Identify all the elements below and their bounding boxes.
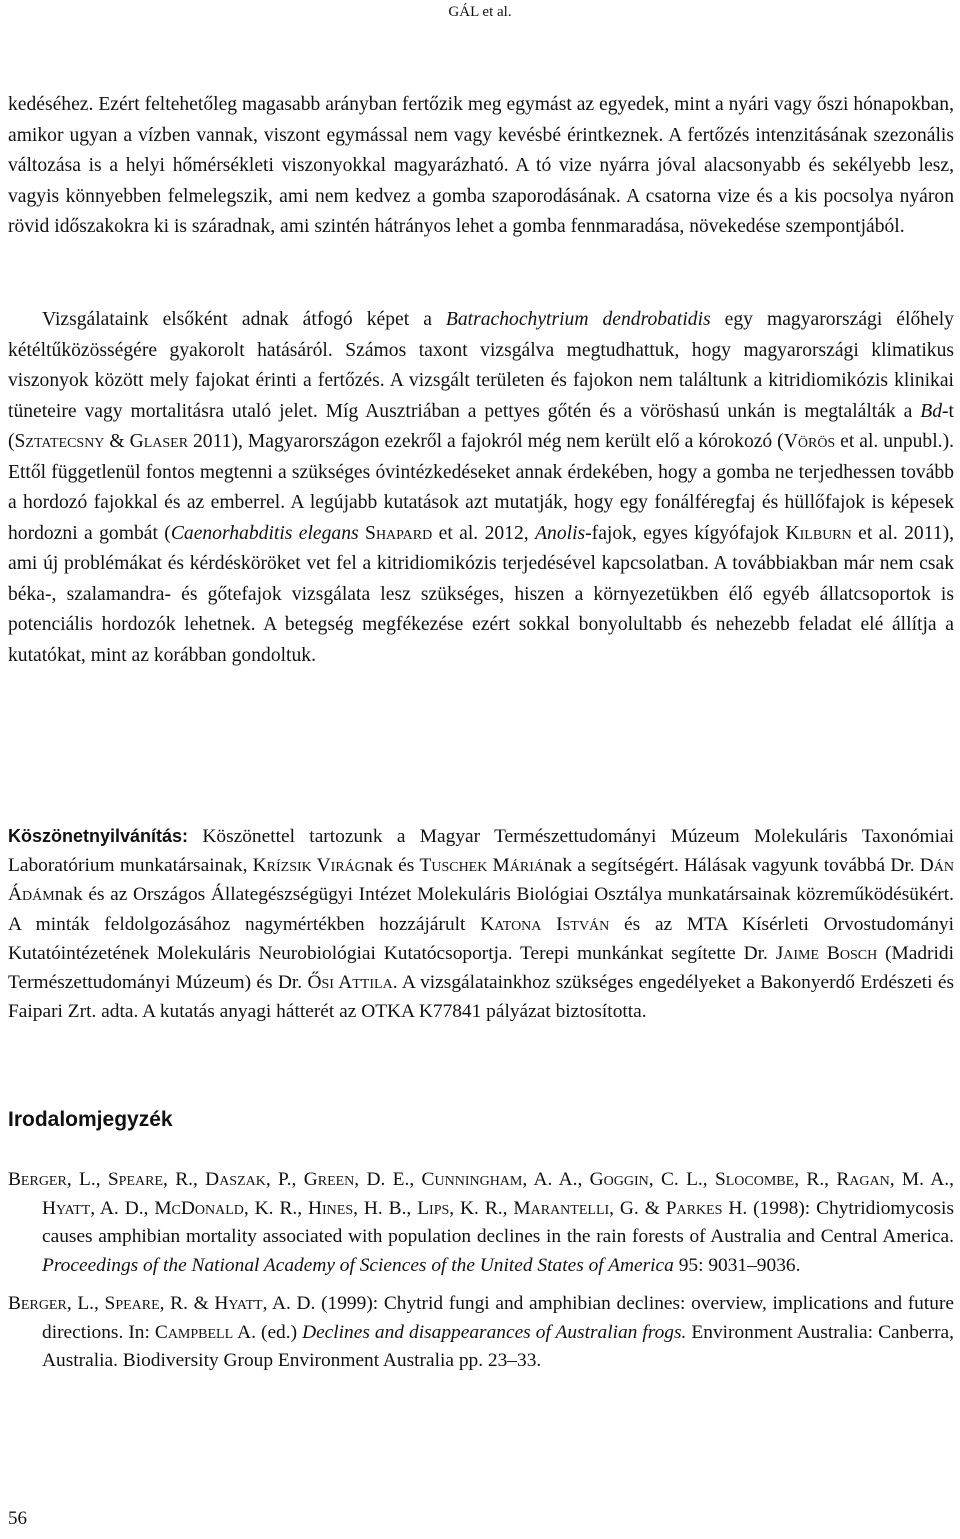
reference-item: Berger, L., Speare, R., Daszak, P., Green, D. E., Cunningham, A. A., Goggin, C. L., Slocombe, R., Ragan, M. A., Hyatt, A. D., McDonald, K. R., Hines, H. B., Lips, K. R., Marantelli, G. & Parkes H. (1998): Chytridiomycosis causes amphibian mortality associated with population declines in the rain forests of Australia and Central America. Proceedings of the National Academy of Sciences of the United States of America 95: 9031–9036.: [8, 1169, 954, 1277]
reference-item: Berger, L., Speare, R. & Hyatt, A. D. (1999): Chytrid fungi and amphibian declines: overview, implications and future directions. In: Campbell A. (ed.) Declines and disappearances of Australian frogs. Environment Australia: Canberra, Australia. Biodiversity Group Environment Australia pp. 23–33.: [8, 1292, 955, 1372]
citation-author: Sztatecsny: [14, 431, 105, 452]
reference-journal: Proceedings of the National Academy of Sciences of the United States of America: [42, 1255, 674, 1277]
reference-authors: Berger, L., Speare, R., Daszak, P., Green, D. E., Cunningham, A. A., Goggin, C. L., Slocombe, R., Ragan, M. A., Hyatt, A. D., McDonald, K. R., Hines, H. B., Lips, K. R., Marantelli, G. & Parkes H.: [8, 1169, 954, 1219]
citation-author: Vörös: [783, 431, 836, 452]
person-name: Ősi Attila: [307, 972, 393, 994]
person-name: Dán Ádám: [8, 855, 955, 906]
species-name: Batrachochytrium dendrobatidis: [445, 309, 711, 330]
page-number: 56: [8, 1508, 27, 1529]
body-paragraph-2: Vizsgálataink elsőként adnak átfogó képet a Batrachochytrium dendrobatidis egy magyarországi élőhely kétéltűközösségére gyakorolt hatásáról. Számos taxont vizsgálva megtudhattuk, hogy magyarországi klimatikus viszonyok között mely fajokat érinti a fertőzés. A vizsgált területen és fajokon nem találtunk a kitridiomikózis klinikai tüneteire vagy mortalitásra utaló jelet. Míg Ausztriában a pettyes gőtén és a vöröshasú unkán is megtalálták a Bd-t (Sztatecsny & Glaser 2011), Magyarországon ezekről a fajokról még nem került elő a kórokozó (Vörös et al. unpubl.). Ettől függetlenül fontos megtenni a szükséges óvintézkedéseket annak érdekében, hogy a gomba ne terjedhessen tovább a hordozó fajokkal és az emberrel. A legújabb kutatások azt mutatják, hogy egy fonálféregfaj és hüllőfajok is képesek hordozni a gombát (Caenorhabditis elegans Shapard et al. 2012, Anolis-fajok, egyes kígyófajok Kilburn et al. 2011), ami új problémákat és kérdésköröket vet fel a kitridiomikózis terjedésével kapcsolatban. A továbbiakban már nem csak béka-, szalamandra- és gőtefajok vizsgálata lesz szükséges, hiszen a környezetükben élő egyéb állatcsoportok is potenciális hordozók lehetnek. A betegség megfékezése ezért sokkal bonyolultabb és nehezebb feladat elé állítja a kutatókat, mint az korábban gondoltuk.: [8, 309, 954, 666]
acknowledgement-heading: Köszönetnyilvánítás:: [8, 826, 189, 846]
acknowledgement: Köszönetnyilvánítás: Köszönettel tartozunk a Magyar Természettudományi Múzeum Molekuláris Taxonómiai Laboratórium munkatársainak, Krízsik Virágnak és Tuschek Máriának a segítségért. Hálásak vagyunk továbbá Dr. Dán Ádámnak és az Országos Állategészségügyi Intézet Molekuláris Biológiai Osztálya munkatársainak közreműködésükért. A minták feldolgozásához nagymértékben hozzájárult Katona István és az MTA Kísérleti Orvostudományi Kutatóintézetének Molekuláris Neurobiológiai Kutatócsoportja. Terepi munkánkat segítette Dr. Jaime Bosch (Madridi Természettudományi Múzeum) és Dr. Ősi Attila. A vizsgálatainkhoz szükséges engedélyeket a Bakonyerdő Erdészeti és Faipari Zrt. adta. A kutatás anyagi hátterét az OTKA K77841 pályázat biztosította.: [8, 826, 955, 1023]
references-title: Irodalomjegyzék: [8, 1108, 173, 1131]
species-name: Caenorhabditis elegans: [170, 522, 359, 544]
person-name: Jaime Bosch: [775, 942, 878, 964]
citation-author: Shapard: [365, 522, 433, 544]
body-paragraph-1: kedéséhez. Ezért feltehetőleg magasabb arányban fertőzik meg egymást az egyedek, mint a nyári vagy őszi hónapokban, amikor ugyan a vízben vannak, viszont egymással nem vagy kevésbé érintkeznek. A fertőzés intenzitásának szezonális változása is a helyi hőmérsékleti viszonyokkal magyarázható. A tó vize nyárra jóval alacsonyabb és sekélyebb lesz, vagyis könnyebben felmelegszik, ami nem kedvez a gomba szaporodásának. A csatorna vize és a kis pocsolya nyáron rövid időszakokra ki is száradnak, ami szintén hátrányos lehet a gomba fennmaradása, növekedése szempontjából.: [8, 94, 954, 237]
person-name: Krízsik Virág: [252, 855, 365, 877]
reference-list: [8, 1166, 954, 1385]
reference-authors: Berger, L., Speare, R. & Hyatt, A. D.: [8, 1292, 316, 1314]
running-head: GÁL et al.: [448, 4, 512, 20]
reference-book: Declines and disappearances of Australian frogs.: [302, 1321, 687, 1343]
person-name: Katona István: [480, 913, 610, 935]
reference-editor: Campbell: [154, 1321, 234, 1343]
citation-author: Glaser: [129, 431, 189, 452]
species-name: Anolis: [535, 522, 586, 544]
person-name: Tuschek Máriá: [419, 855, 545, 877]
pathogen-abbrev: Bd: [920, 400, 943, 422]
citation-author: Kilburn: [785, 522, 852, 544]
